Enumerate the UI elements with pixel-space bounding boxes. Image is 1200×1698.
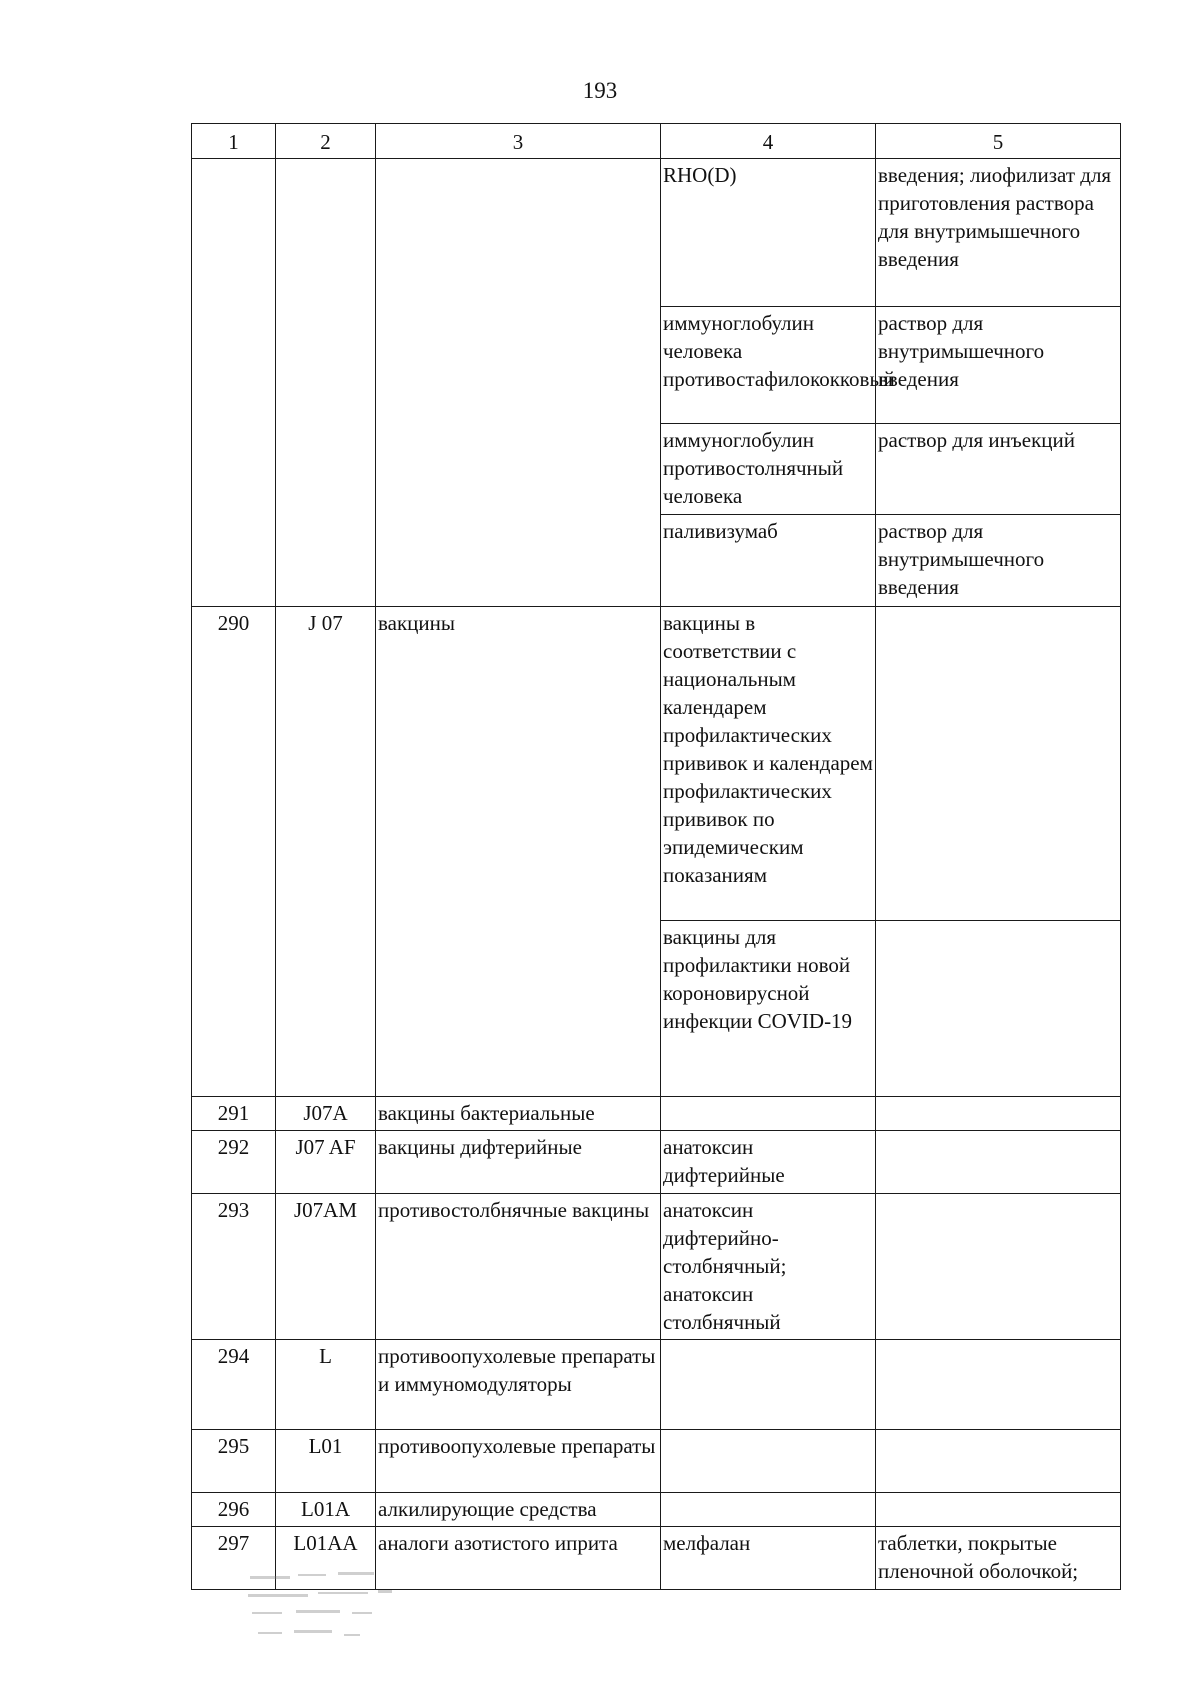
row-number-cell: 290	[192, 607, 276, 1097]
dosage-form-cell: введения; лиофилизат для приготовления раствора для внутримышечного введения	[876, 159, 1121, 307]
row-number-cell: 295	[192, 1430, 276, 1493]
atc-code-cell: L	[276, 1340, 376, 1430]
drug-name-cell: иммуноглобулин человека противостафилококковый	[661, 307, 876, 424]
atc-code-cell: L01A	[276, 1493, 376, 1527]
row-number-cell: 294	[192, 1340, 276, 1430]
drug-name-cell: иммуноглобулин противостолнячный человека	[661, 424, 876, 515]
atc-code-cell: J07A	[276, 1097, 376, 1131]
column-header-3: 3	[376, 124, 661, 159]
group-name-cell: противоопухолевые препараты	[376, 1430, 661, 1493]
drug-name-cell: вакцины для профилактики новой короновирусной инфекции COVID-19	[661, 921, 876, 1097]
atc-code-cell	[276, 159, 376, 607]
dosage-form-cell: таблетки, покрытые пленочной оболочкой;	[876, 1527, 1121, 1590]
table-row	[192, 1340, 1121, 1430]
row-number-cell: 297	[192, 1527, 276, 1590]
group-name-cell: аналоги азотистого иприта	[376, 1527, 661, 1590]
atc-code-cell: J07 AF	[276, 1131, 376, 1194]
dosage-form-cell	[876, 1493, 1121, 1527]
table-row	[192, 607, 1121, 921]
dosage-form-cell	[876, 1340, 1121, 1430]
drug-name-cell: анатоксин дифтерийно-столбнячный; анатоксин столбнячный	[661, 1194, 876, 1340]
dosage-form-cell: раствор для внутримышечного введения	[876, 515, 1121, 607]
group-name-cell: вакцины бактериальные	[376, 1097, 661, 1131]
drug-name-cell: паливизумаб	[661, 515, 876, 607]
row-number-cell	[192, 159, 276, 607]
atc-code-cell: J 07	[276, 607, 376, 1097]
scan-artifact	[248, 1568, 428, 1658]
atc-code-cell: L01	[276, 1430, 376, 1493]
atc-code-cell: L01AA	[276, 1527, 376, 1590]
column-header-2: 2	[276, 124, 376, 159]
dosage-form-cell	[876, 1430, 1121, 1493]
drug-list-table	[191, 123, 1121, 1590]
table-header-row	[192, 124, 1121, 159]
drug-name-cell: RHO(D)	[661, 159, 876, 307]
group-name-cell: алкилирующие средства	[376, 1493, 661, 1527]
drug-name-cell: вакцины в соответствии с национальным календарем профилактических прививок и календарем профилактических прививок по эпидемическим показаниям	[661, 607, 876, 921]
drug-name-cell: мелфалан	[661, 1527, 876, 1590]
table-row	[192, 1493, 1121, 1527]
column-header-1: 1	[192, 124, 276, 159]
drug-name-cell	[661, 1097, 876, 1131]
group-name-cell: противостолбнячные вакцины	[376, 1194, 661, 1340]
row-number-cell: 291	[192, 1097, 276, 1131]
column-header-5: 5	[876, 124, 1121, 159]
row-number-cell: 292	[192, 1131, 276, 1194]
row-number-cell: 293	[192, 1194, 276, 1340]
group-name-cell: вакцины дифтерийные	[376, 1131, 661, 1194]
table-row	[192, 159, 1121, 307]
column-header-4: 4	[661, 124, 876, 159]
dosage-form-cell	[876, 1194, 1121, 1340]
drug-name-cell	[661, 1493, 876, 1527]
page-number: 193	[582, 78, 618, 103]
table-row	[192, 1097, 1121, 1131]
atc-code-cell: J07AM	[276, 1194, 376, 1340]
drug-name-cell	[661, 1340, 876, 1430]
dosage-form-cell	[876, 1131, 1121, 1194]
table-row	[192, 1194, 1121, 1340]
group-name-cell: противоопухолевые препараты и иммуномодуляторы	[376, 1340, 661, 1430]
dosage-form-cell: раствор для внутримышечного введения	[876, 307, 1121, 424]
dosage-form-cell	[876, 607, 1121, 921]
drug-name-cell	[661, 1430, 876, 1493]
table-row	[192, 1430, 1121, 1493]
group-name-cell	[376, 159, 661, 607]
table-row	[192, 1131, 1121, 1194]
dosage-form-cell	[876, 1097, 1121, 1131]
drug-name-cell: анатоксин дифтерийные	[661, 1131, 876, 1194]
group-name-cell: вакцины	[376, 607, 661, 1097]
dosage-form-cell	[876, 921, 1121, 1097]
row-number-cell: 296	[192, 1493, 276, 1527]
dosage-form-cell: раствор для инъекций	[876, 424, 1121, 515]
